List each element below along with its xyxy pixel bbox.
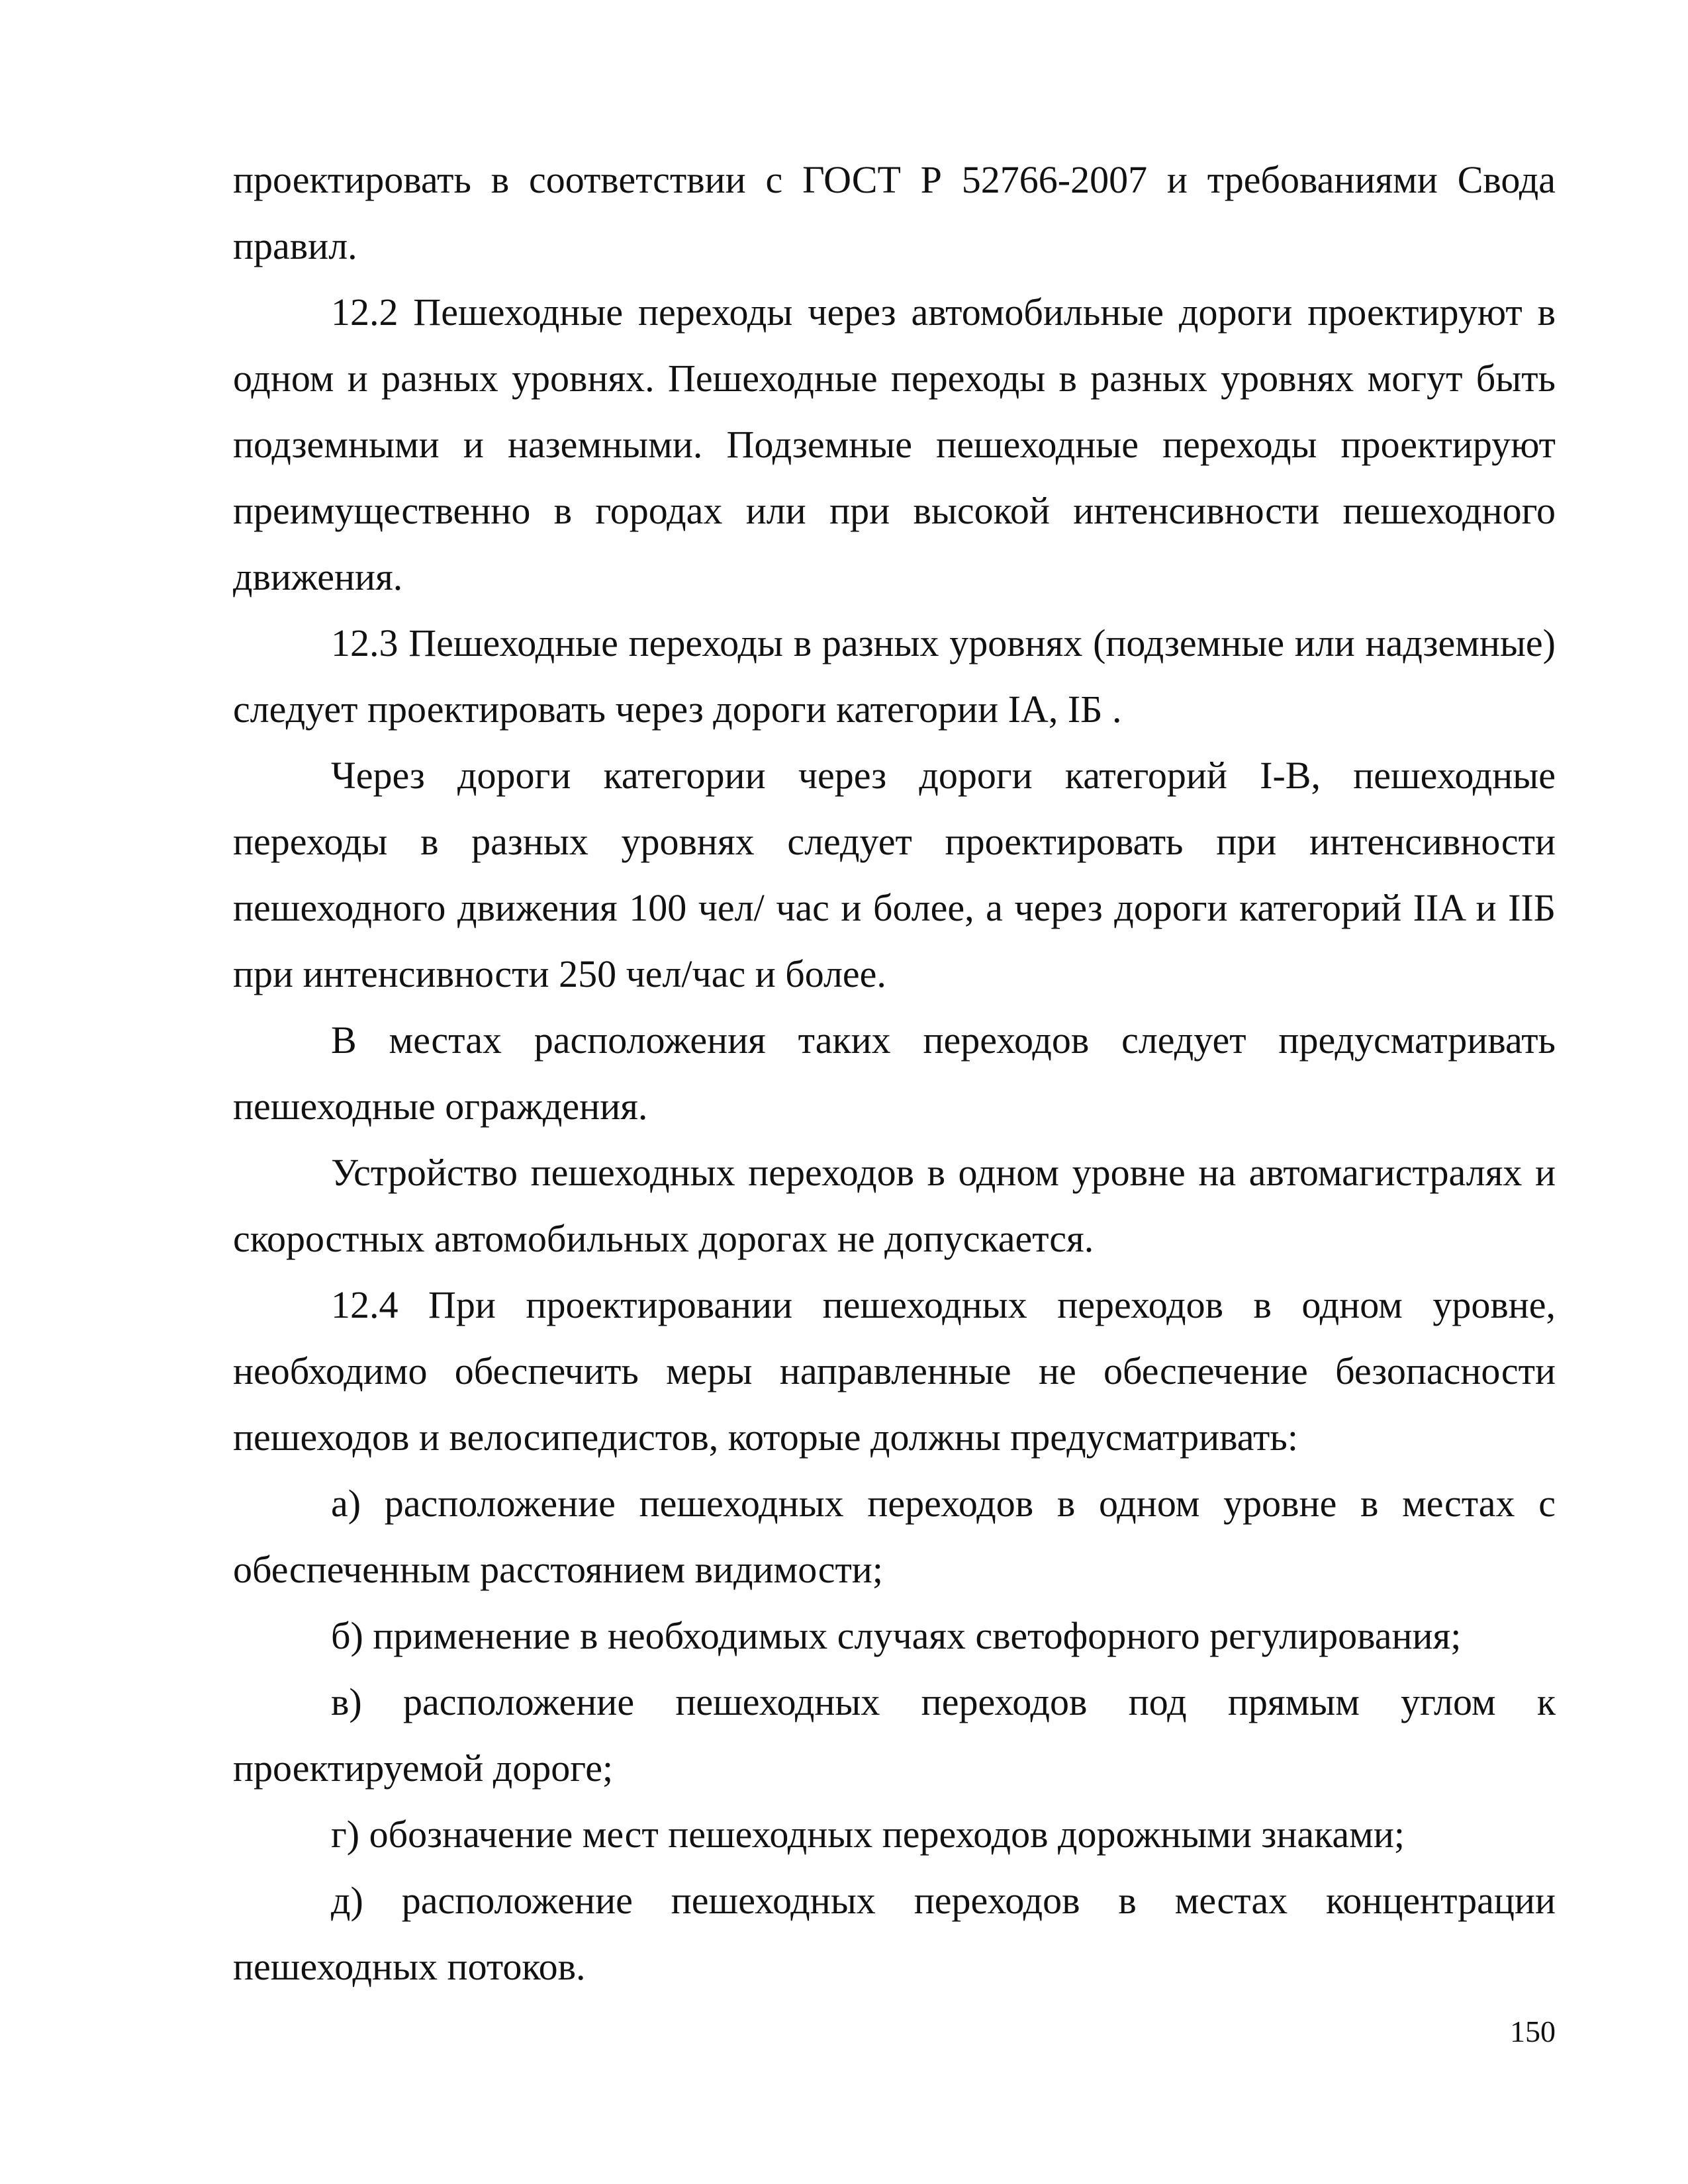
paragraph-not-allowed: Устройство пешеходных переходов в одном уровне на автомагистралях и скоростных автомобильных дорогах не допускается. bbox=[233, 1151, 1556, 1260]
paragraph-12-4: 12.4 При проектировании пешеходных переходов в одном уровне, необходимо обеспечить меры направленные не обеспечение безопасности пешеходов и велосипедистов, которые должны предусматривать: bbox=[233, 1283, 1556, 1459]
page-number: 150 bbox=[1510, 2015, 1556, 2048]
paragraph-12-2: 12.2 Пешеходные переходы через автомобильные дороги проектируют в одном и разных уровнях. Пешеходные переходы в разных уровнях могут быть подземными и наземными. Подземные пешеходные переходы проектируют преимущественно в городах или при высокой интенсивности пешеходного движения. bbox=[233, 291, 1556, 598]
list-item-g: г) обозначение мест пешеходных переходов дорожными знаками; bbox=[331, 1813, 1405, 1856]
paragraph-12-3: 12.3 Пешеходные переходы в разных уровнях (подземные или надземные) следует проектировать через дороги категории IA, IБ . bbox=[233, 621, 1556, 731]
paragraph-gost-reference: проектировать в соответствии с ГОСТ Р 52766-2007 и требованиями Свода правил. bbox=[233, 158, 1556, 267]
list-item-a: а) расположение пешеходных переходов в одном уровне в местах с обеспеченным расстоянием видимости; bbox=[233, 1482, 1556, 1591]
body-text bbox=[233, 147, 1556, 2000]
paragraph-barriers: В местах расположения таких переходов следует предусматривать пешеходные ограждения. bbox=[233, 1019, 1556, 1128]
list-item-b: б) применение в необходимых случаях светофорного регулирования; bbox=[331, 1614, 1462, 1657]
paragraph-intensity: Через дороги категории через дороги категорий I-B, пешеходные переходы в разных уровнях следует проектировать при интенсивности пешеходного движения 100 чел/ час и более, а через дороги категорий IIA и IIБ при интенсивности 250 чел/час и более. bbox=[233, 754, 1556, 995]
list-item-v: в) расположение пешеходных переходов под прямым углом к проектируемой дороге; bbox=[233, 1680, 1556, 1790]
list-item-d: д) расположение пешеходных переходов в местах концентрации пешеходных потоков. bbox=[233, 1879, 1556, 1988]
